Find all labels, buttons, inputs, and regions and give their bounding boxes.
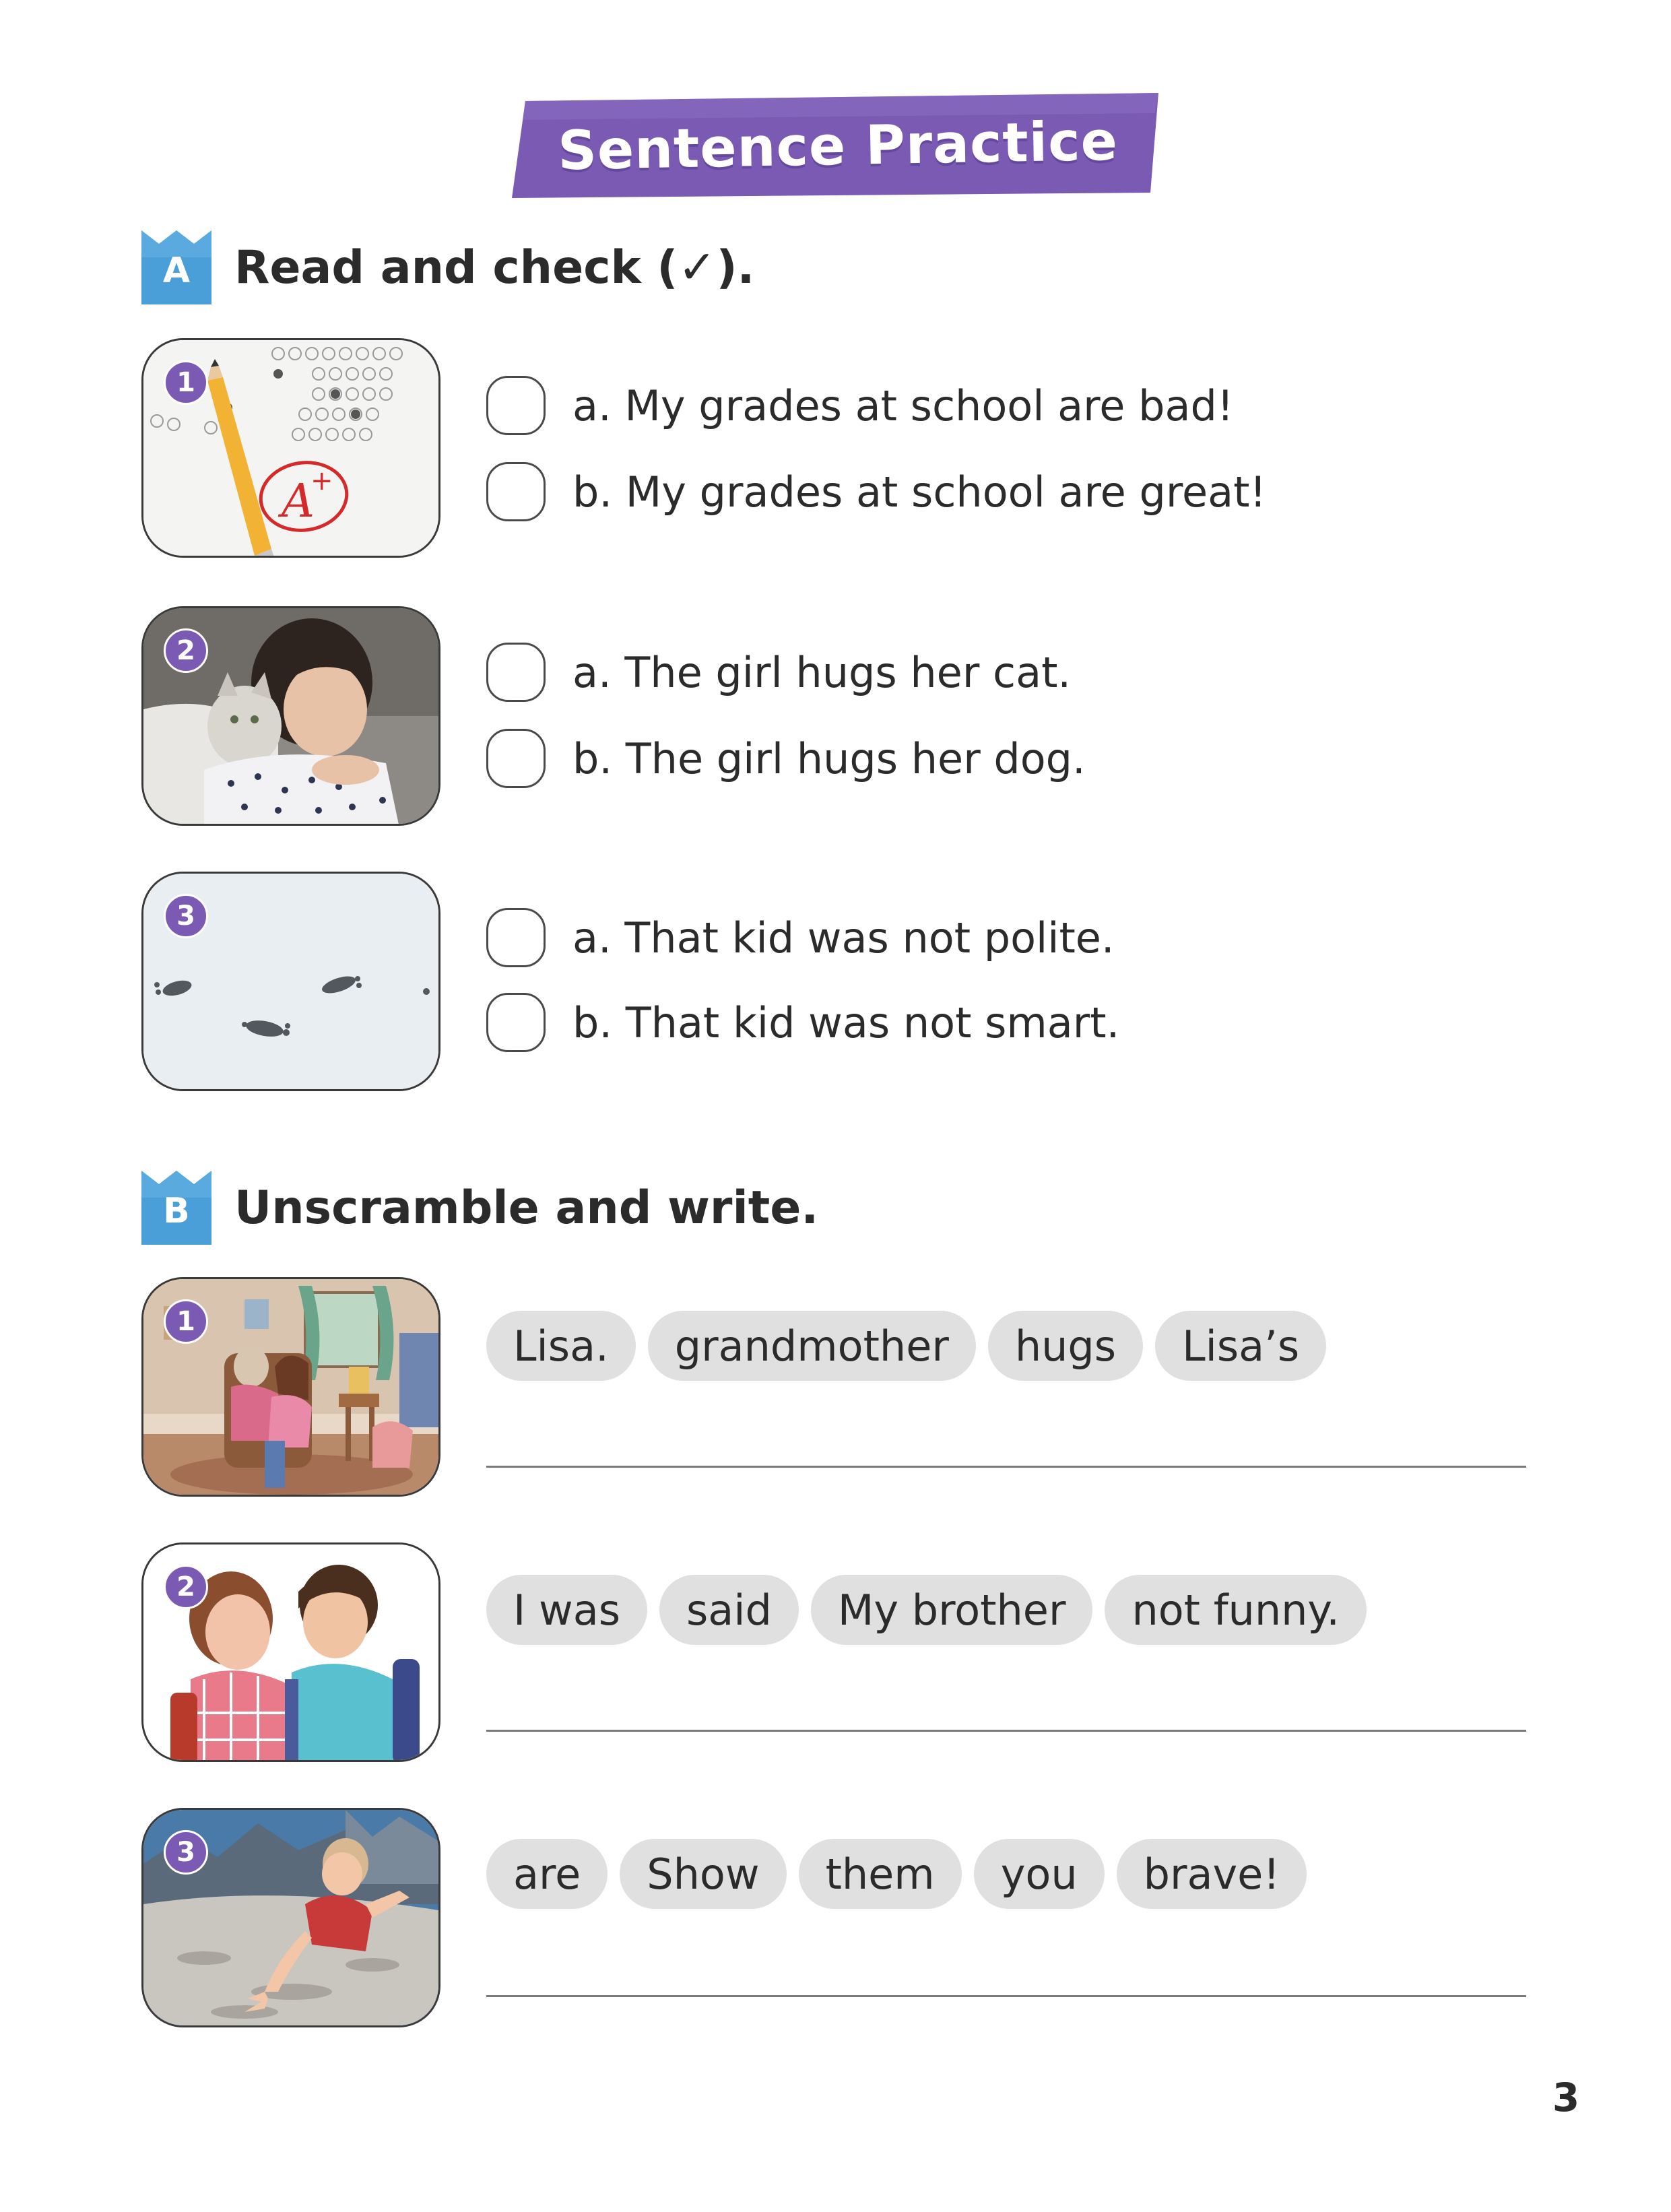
svg-text:+: + [310,465,333,496]
grandmother-hugging-girl-illustration [141,1277,440,1497]
word-chip[interactable]: said [659,1575,799,1645]
option-text: b. My grades at school are great! [572,467,1267,517]
checkbox[interactable] [486,908,546,967]
graded-test-a-plus-photo [141,338,440,558]
checkbox[interactable] [486,993,546,1052]
word-chip[interactable]: My brother [811,1575,1093,1645]
option-a1-a[interactable] [486,372,1234,439]
option-text: a. The girl hugs her cat. [572,647,1072,697]
answer-line-b2[interactable] [486,1730,1526,1732]
brother-and-sister-laughing-photo [141,1542,440,1762]
word-bank-b3 [486,1839,1319,1909]
checkbox[interactable] [486,643,546,702]
page-number: 3 [1552,2075,1580,2120]
item-number-badge: 3 [164,1830,208,1875]
footprints-in-snow-photo [141,872,440,1091]
word-chip[interactable]: brave! [1117,1839,1307,1909]
item-number-badge: 2 [164,628,208,673]
option-text: b. The girl hugs her dog. [572,734,1086,783]
option-text: a. My grades at school are bad! [572,381,1234,430]
option-text: b. That kid was not smart. [572,998,1120,1047]
option-a1-b[interactable] [486,458,1266,525]
section-b-instruction: Unscramble and write. [234,1181,819,1235]
checkbox[interactable] [486,376,546,435]
title-banner [512,93,1164,198]
checkbox[interactable] [486,729,546,788]
word-chip[interactable]: you [974,1839,1105,1909]
checkbox[interactable] [486,462,546,521]
answer-line-b3[interactable] [486,1995,1526,1997]
section-b-heading [141,1171,818,1245]
word-bank-b1 [486,1311,1338,1381]
svg-text:A: A [282,475,315,528]
word-chip[interactable]: them [799,1839,962,1909]
word-chip[interactable]: grandmother [648,1311,976,1381]
word-bank-b2 [486,1575,1379,1645]
girl-climbing-rock-photo [141,1808,440,2027]
option-a2-b[interactable] [486,725,1086,792]
word-chip[interactable]: not funny. [1105,1575,1367,1645]
word-chip[interactable]: Lisa’s [1155,1311,1326,1381]
section-a-instruction: Read and check (✓). [234,240,755,294]
word-chip[interactable]: Lisa. [486,1311,636,1381]
answer-line-b1[interactable] [486,1466,1526,1468]
page-title: Sentence Practice [557,109,1119,182]
section-b-badge: B [141,1171,211,1245]
word-chip[interactable]: are [486,1839,608,1909]
word-chip[interactable]: I was [486,1575,647,1645]
word-chip[interactable]: Show [620,1839,786,1909]
option-a2-a[interactable] [486,639,1071,706]
item-number-badge: 1 [164,1299,208,1344]
word-chip[interactable]: hugs [988,1311,1143,1381]
item-number-badge: 3 [164,894,208,938]
option-a3-a[interactable] [486,904,1115,971]
option-text: a. That kid was not polite. [572,913,1115,963]
option-a3-b[interactable] [486,989,1119,1056]
item-number-badge: 2 [164,1565,208,1609]
item-number-badge: 1 [164,360,208,405]
section-a-heading [141,230,754,304]
girl-hugging-cat-photo [141,606,440,826]
section-a-badge: A [141,230,211,304]
